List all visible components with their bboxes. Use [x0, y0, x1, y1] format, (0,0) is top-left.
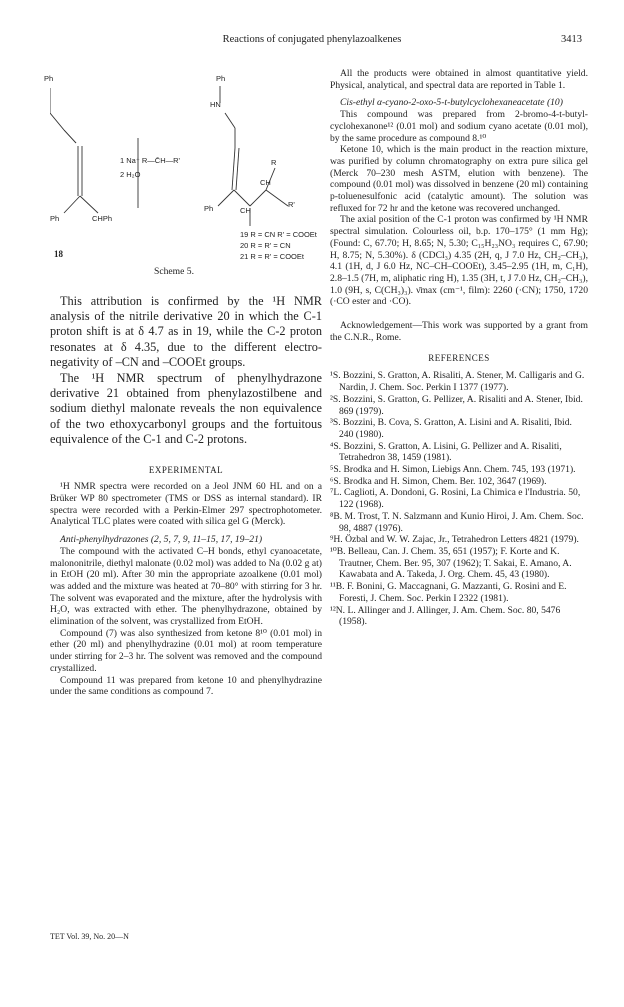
reference-item: ¹¹B. F. Bonini, G. Maccagnani, G. Mazzanti, G. Rosini and E. Foresti, J. Chem. Soc. Perkin I 2322 (1981).	[330, 581, 567, 604]
paragraph: The compound with the activated C–H bonds, ethyl cyanoacetate, malononitrile, diethyl malonate (0.02 mol) was added to Na (0.02 g at) in EtOH (20 ml). After 30 min the appropriate azoalkene (0.01 mol) was added and the mixture was heated at 70–80° with stirring for 3 hr. The solvent was evaporated and the mixture, after the hydrolysis with H₂O, was extracted with ether. The phenylhydrazone, obtained by elimination of the solvent, was crystallized from EtOH.	[50, 545, 322, 628]
reference-item: ¹²N. L. Allinger and J. Allinger, J. Am. Chem. Soc. 80, 5476 (1958).	[330, 604, 561, 628]
section-heading: EXPERIMENTAL	[148, 465, 224, 476]
scheme-caption: Scheme 5.	[154, 266, 194, 277]
footer-journal-info: TET Vol. 39, No. 20—N	[50, 932, 129, 941]
reference-item: ²S. Bozzini, S. Gratton, G. Pellizer, A. Risaliti and A. Stener, Ibid. 869 (1979).	[330, 393, 583, 417]
paragraph: Compound 11 was prepared from ketone 10 and phenylhydrazine under the same conditions as compound 7.	[50, 674, 322, 698]
label-hn: HN	[210, 100, 221, 109]
label-ch: CH	[260, 178, 271, 187]
paragraph: Compound (7) was also synthesized from ketone 8¹⁰ (0.01 mol) in ether (20 ml) and phenylhydrazine (0.01 mol) at room temperature under stirring for 2–3 hr. The solvent was removed and the compound crystallized.	[50, 627, 322, 674]
label-r-prime: R'	[288, 200, 295, 209]
reference-item: ⁶S. Brodka and H. Simon, Chem. Ber. 102, 3647 (1969).	[330, 475, 547, 487]
reference-item: ⁵S. Brodka and H. Simon, Liebigs Ann. Chem. 745, 193 (1971).	[330, 464, 576, 476]
reagent-line-1: 1 Na⁺ R—C̄H—R'	[120, 156, 180, 165]
label-r: R	[271, 158, 277, 167]
reference-item: ⁴S. Bozzini, S. Gratton, A. Lisini, G. Pellizer and A. Risaliti, Tetrahedron 38, 1459 (1981).	[330, 440, 562, 464]
paragraph: The ¹H NMR spectrum of phenylhydrazone derivative 21 obtained from phenylazostilbene and sodium diethyl malonate reveals the non equivalence of the two ethoxycarbonyl groups and the fortuitous equivalence of the C-1 and C-2 protons.	[50, 370, 322, 446]
compound-20: 20 R = R' = CN	[240, 241, 291, 250]
compound-19: 19 R = CN R' = COOEt	[240, 230, 317, 239]
reference-list	[330, 370, 588, 627]
compound-18: 18	[54, 249, 63, 259]
label-ph: Ph	[50, 214, 60, 223]
page-number: 3413	[561, 34, 582, 45]
compound-21: 21 R = R' = COOEt	[240, 252, 304, 261]
left-column	[44, 68, 322, 698]
paragraph: ¹H NMR spectra were recorded on a Jeol JNM 60 HL and on a Brüker WP 80 spectrometer (TMS or DSS as internal standard). IR spectra were recorded with a Perkin-Elmer 297 spectrophotometer. Analytical TLC plates were coated with silica gel G (Merck).	[50, 481, 322, 528]
subsection-title: Cis-ethyl α-cyano-2-oxo-5-t-butylcyclohexaneacetate (10)	[340, 97, 563, 109]
reference-item: ³S. Bozzini, B. Cova, S. Gratton, A. Lisini and A. Risaliti, Ibid. 240 (1980).	[330, 417, 572, 440]
label-ph: Ph	[216, 74, 226, 83]
acknowledgement: Acknowledgement—This work was supported by a grant from the C.N.R., Rome.	[330, 320, 588, 343]
paragraph: This compound was prepared from 2-bromo-4-t-butyl-cyclohexanone¹² (0.01 mol) and sodium cyano acetate (0.01 mol), by the same procedure as compound 8.¹⁰	[330, 109, 588, 144]
references-heading: REFERENCES	[428, 353, 490, 364]
paragraph: This attribution is confirmed by the ¹H NMR analysis of the nitrile derivative 20 in which the C-1 proton shift is at δ 4.7 as in 19, while the C-2 proton resonates at δ 4.35, due to the different electro-negativity of –CN and –COOEt groups.	[50, 293, 322, 370]
label-ch: CH	[240, 206, 251, 215]
reference-item: ⁸B. M. Trost, T. N. Salzmann and Kunio Hiroi, J. Am. Chem. Soc. 98, 4887 (1976).	[330, 510, 584, 534]
reference-item: ¹S. Bozzini, S. Gratton, A. Risaliti, A. Stener, M. Calligaris and G. Nardin, J. Chem. Soc. Perkin I 1377 (1977).	[330, 370, 585, 394]
scheme-5	[44, 68, 322, 261]
reference-item: ⁷L. Caglioti, A. Dondoni, G. Rosini, La Chimica e l'Industria. 50, 122 (1968).	[330, 487, 581, 511]
right-column	[330, 68, 588, 628]
reference-item: ⁹H. Özbal and W. W. Zajac, Jr., Tetrahedron Letters 4821 (1979).	[330, 534, 579, 546]
label-ph: Ph	[204, 204, 214, 213]
label-chph: CHPh	[92, 214, 113, 223]
label-ph: Ph	[44, 74, 54, 83]
paragraph: The axial position of the C-1 proton was confirmed by ¹H NMR spectral simulation. Colourless oil, b.p. 170–175° (1 mm Hg); (Found: C, 67.70; H, 8.65; N, 5.30; C₁₅H₂₃NO₃ requires C, 67.90; H, 8.75; N, 5.30%). δ (CDCl₃) 4.35 (2H, q, J 7.0 Hz, CH₂–CH₃), 4.1 (1H, d, J 6.0 Hz, NC–CH–COOEt), 3.45–2.95 (1H, m, C₁H), 2.8–1.5 (7H, m, aliphatic ring H), 1.35 (3H, t, J 7.0 Hz, CH₂–CH₃), 1.0 (9H, s, C(CH₃)₃). ν̄max (cm⁻¹, film): 2260 (·CN); 1750, 1720 (·CO ester and ·CO).	[330, 214, 588, 308]
running-title: Reactions of conjugated phenylazoalkenes	[222, 34, 402, 45]
subsection-title: Anti-phenylhydrazones (2, 5, 7, 9, 11–15, 17, 19–21)	[60, 534, 263, 546]
reagent-line-2: 2 H₂O	[120, 170, 141, 179]
paragraph: All the products were obtained in almost quantitative yield. Physical, analytical, and spectral data are reported in Table 1.	[330, 68, 588, 91]
paragraph: Ketone 10, which is the main product in the reaction mixture, was purified by column chromatography on extra pure silica gel (Merck 70–230 mesh ASTM, elution with benzene). The compound (0.01 mol) was dissolved in benzene (20 ml) containing p-toluenesulfonic acid (catalytic amount). The solution was refluxed for 72 hr and the ketone was recovered unchanged.	[330, 144, 588, 214]
reference-item: ¹⁰B. Belleau, Can. J. Chem. 35, 651 (1957); F. Korte and K. Trautner, Chem. Ber. 95, 307 (1962); T. Sakai, E. Amano, A. Kawabata and A. Takeda, J. Org. Chem. 45, 43 (1980).	[330, 545, 572, 581]
